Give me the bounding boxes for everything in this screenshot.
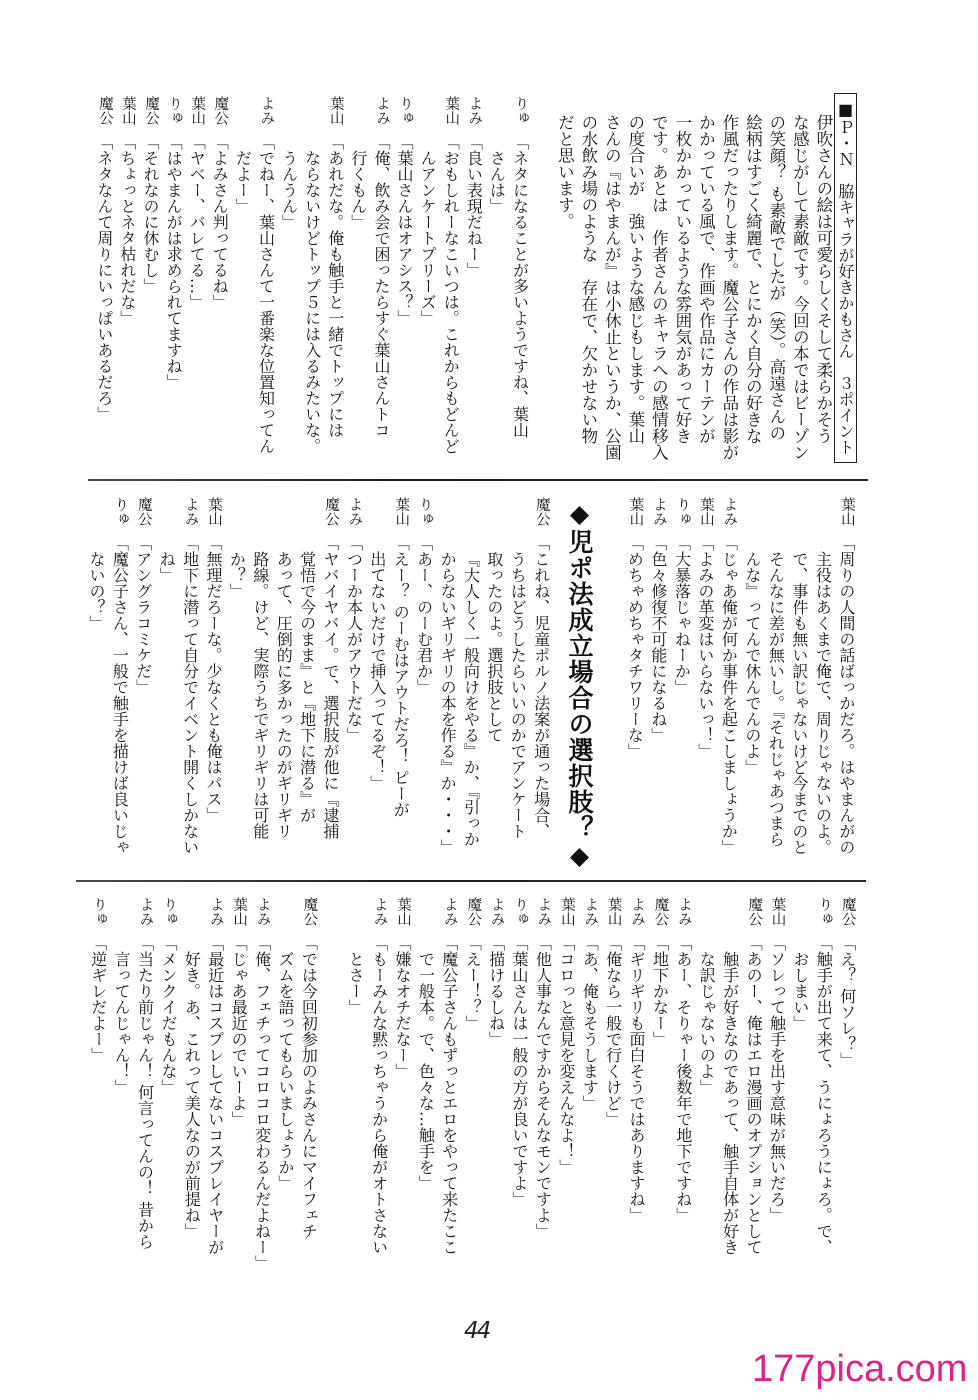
dialogue-text: 「魔公子さん、一般で触手を描けば良いじゃ ないの？」 (86, 535, 130, 855)
speaker-label: りゅ (90, 897, 107, 926)
dialogue-entry (671, 897, 694, 1275)
section-heading (565, 499, 593, 874)
dialogue-text: 「地下に潜って自分でイベント開くしかない ね」 (157, 535, 200, 855)
dialogue-entry (93, 96, 116, 472)
dialogue-text: 「じゃあ最近のでいーよ」 (229, 935, 249, 1127)
dialogue-text: 「おもしれーなこいつは。これからもどんど んアンケートプリーズ」 (418, 134, 461, 454)
speaker-label: よみ (466, 96, 483, 125)
dialogue-entry (412, 497, 435, 873)
dialogue-text: 「アングラコミケだ」 (133, 535, 153, 695)
speaker-label: よみ (441, 897, 458, 926)
speaker-label: よみ (254, 897, 271, 926)
speaker-label: 葉山 (189, 96, 206, 125)
dialogue-text: 「葉山さんはオアシス？」 (395, 134, 415, 326)
dialogue-entry (765, 897, 788, 1275)
dialogue-entry (554, 897, 577, 1275)
speaker-label: 葉山 (769, 897, 786, 926)
dialogue-text: 「あー、そりゃー後数年で地下ですね」 (673, 935, 693, 1223)
section-divider (76, 880, 866, 882)
dialogue-entry (485, 96, 531, 472)
dialogue-entry (670, 497, 694, 873)
dialogue-entry (250, 897, 273, 1275)
dialogue-entry (391, 897, 414, 1275)
dialogue-text: 「あー、のーむ君か」 (414, 535, 434, 695)
dialogue-text: 「周りの人間の話ばっかだろ。はやまんがの 主役はあくまで俺で、周りじゃないのよ。 で、事件も無い訳じゃないけど今までのと そんなに差が無いし。『それじゃあつまら んな』ってんで休んでんのよ」 (742, 535, 856, 855)
dialogue-text: 「葉山さんは一般の方が良いですよ」 (510, 935, 530, 1207)
speaker-label: よみ (535, 897, 552, 926)
dialogue-entry (462, 96, 485, 472)
speaker-label: 魔公 (746, 897, 763, 926)
dialogue-entry (484, 897, 507, 1275)
dialogue-entry (416, 96, 462, 472)
speaker-label: 魔公 (323, 497, 340, 526)
dialogue-text: 「コロっと意見を変えんなよ！」 (556, 935, 576, 1175)
speaker-label: 魔公 (839, 897, 856, 926)
dialogue-entry (788, 897, 835, 1275)
dialogue-text: 「はやまんがは求められてますね」 (164, 134, 184, 390)
dialogue-text: 「当たり前じゃん！ 何言ってんの！ 昔から 言ってんじゃん！」 (112, 935, 155, 1250)
dialogue-text: 「えー？ のーむはアウトだろ！ ピーが 出てないだけで挿入ってるぞ！」 (367, 535, 411, 818)
dialogue-text: 「ギリギリも面白そうではありますね」 (627, 935, 647, 1223)
dialogue-entry (695, 897, 765, 1275)
dialogue-entry (508, 897, 531, 1275)
speaker-label: 魔公 (96, 96, 113, 125)
dialogue-entry (835, 897, 858, 1275)
letter-header: Ｐ・Ｎ 脇キャラが好きかもさん ３ポイント (836, 119, 855, 455)
dialogue-entry (85, 497, 132, 873)
speaker-label: 葉山 (838, 497, 855, 526)
dialogue-text: 「それなのに休むし」 (141, 134, 160, 294)
dialogue-text: 「ヤバイヤバイ。で、選択肢が他に『逮捕 覚悟で今のまま』と『地下に潜る』が あって、圧倒的に多かったのがギリギリ 路線。けど、実際うちでギリギリは可能 か？」 (227, 535, 341, 839)
dialogue-entry (623, 497, 647, 873)
dialogue-entry (231, 96, 277, 472)
dialogue-text: 「魔公子さんもずっとエロをやって来たここ で一般本。で、色々な…触手を」 (416, 935, 459, 1255)
speaker-label: 葉山 (393, 497, 410, 526)
speaker-label: 魔公 (533, 497, 550, 526)
dialogue-list (93, 96, 532, 472)
dialogue-entry (740, 497, 858, 873)
dialogue-text: 「ネタなんて周りにいっぱいあるだろ」 (94, 134, 114, 422)
dialogue-entry (277, 96, 346, 472)
dialogue-list (85, 497, 553, 873)
dialogue-entry (227, 897, 250, 1275)
speaker-label: よみ (207, 897, 224, 926)
speaker-label: りゅ (416, 497, 433, 526)
dialogue-entry (693, 497, 717, 873)
speaker-label: よみ (137, 897, 154, 926)
dialogue-text: 「俺、飲み会で困ったらすぐ葉山さんトコ 行くもん」 (348, 134, 391, 438)
dialogue-entry (86, 897, 109, 1275)
speaker-label: りゅ (512, 96, 529, 125)
section-divider (88, 479, 868, 481)
letter-body: 伊吹さんの絵は可愛らしくそして柔らかそう な感じがして素敵です。今回の本ではビーゾン の笑顔？ も素敵でしたが（笑）。高遠さんの 絵柄はすごく綺麗で、とにかく自分の好きな 作風だったりします。魔公子さんの作品は影が かかっている風で、作画や作品にカーテンが 一枚かかっているような雰囲気があって好き です。あとは 作者さんのキャラへの感情移入 の度合いが 強いような感じもします。葉山 さんの『はやまんが』は小休止というか、公園 の水飲み場のような 存在で、欠かせない物 だと思います。 (555, 114, 833, 461)
dialogue-text: 「大暴落じゃねーか」 (672, 535, 692, 695)
speaker-label: 葉山 (327, 96, 344, 125)
dialogue-entry (365, 497, 412, 873)
dialogue-entry (157, 897, 180, 1275)
speaker-label: よみ (258, 96, 275, 125)
speaker-label: りゅ (674, 497, 691, 526)
dialogue-list (344, 897, 859, 1275)
speaker-label: 魔公 (143, 96, 159, 125)
speaker-label: 魔公 (135, 497, 152, 526)
dialogue-entry (601, 897, 624, 1275)
dialogue-entry (162, 96, 185, 472)
speaker-label: 葉山 (605, 897, 622, 926)
speaker-label: 魔公 (465, 897, 482, 926)
speaker-label: りゅ (512, 897, 529, 926)
dialogue-text: 「メンクイだもんな」 (158, 935, 178, 1095)
speaker-label: 葉山 (558, 897, 575, 926)
dialogue-text: 「無理だろーな。少なくとも俺はパス」 (204, 535, 224, 823)
dialogue-column-top (93, 96, 532, 472)
speaker-label: よみ (721, 497, 738, 526)
speaker-label: よみ (371, 897, 388, 926)
dialogue-entry (717, 497, 741, 873)
dialogue-text: 「めちゃめちゃタチワリーな」 (625, 535, 645, 759)
dialogue-text: 「あのー、俺はエロ漫画のオプションとして 触手が好きなのであって、触手自体が好き な訳じゃないのよ」 (697, 935, 764, 1255)
dialogue-text: 「ソレって触手を出す意味が無いだろ」 (767, 935, 787, 1223)
dialogue-entry (625, 897, 648, 1275)
dialogue-entry (185, 96, 208, 472)
dialogue-text: 「あれだな。俺も触手と一緒でトップには ならないけどトップ５には入るみたいな。 うんうん」 (279, 134, 345, 454)
speaker-label: 葉山 (443, 96, 460, 125)
speaker-label: よみ (650, 497, 667, 526)
dialogue-entry (414, 897, 461, 1275)
dialogue-text: 「地下かなー」 (650, 935, 670, 1047)
dialogue-column-middle-right (623, 497, 858, 873)
speaker-label: よみ (675, 897, 692, 926)
dialogue-text: 「ちょっとネタ枯れだな」 (117, 134, 137, 326)
speaker-label: 魔公 (301, 897, 318, 926)
speaker-label: 葉山 (697, 497, 714, 526)
dialogue-text: 「これね、児童ポルノ法案が通った場合、 うちはどうしたらいいのかでアンケート 取ったのよ。選択肢として 『大人しく一般向けをやる』か、『引っか からないギリギリの本を作る』か・・・」 (438, 535, 551, 855)
speaker-label: りゅ (816, 897, 833, 926)
dialogue-text: 「よみの革変はいらないっ！」 (695, 535, 715, 759)
dialogue-entry (225, 497, 342, 873)
dialogue-entry (531, 897, 554, 1275)
dialogue-column-middle-left (85, 497, 553, 873)
dialogue-entry (648, 897, 671, 1275)
dialogue-list (86, 897, 320, 1275)
dialogue-text: 「じゃあ俺が何か事件を起こしましょうか」 (719, 535, 739, 855)
dialogue-entry (578, 897, 601, 1275)
letter-header-box (834, 93, 857, 463)
dialogue-entry (461, 897, 484, 1275)
speaker-label: よみ (488, 897, 505, 926)
dialogue-text: 「色々修復不可能になるね」 (648, 535, 668, 743)
dialogue-entry (342, 497, 365, 873)
dialogue-text: 「俺、フェチってコロコロ変わるんだよねー」 (252, 935, 272, 1271)
dialogue-entry (344, 897, 391, 1275)
dialogue-text: 「逆ギレだよー」 (88, 935, 108, 1063)
speaker-label: りゅ (160, 897, 177, 926)
dialogue-entry (393, 96, 416, 472)
dialogue-text: 「では今回初参加のよみさんにマイフェチ ズムを語ってもらいましょうか」 (275, 935, 319, 1239)
dialogue-entry (347, 96, 393, 472)
dialogue-text: 「触手が出て来て、うにょろうにょろ。で、 おしまい」 (790, 935, 834, 1255)
dialogue-text: 「最近はコスプレしてないコスプレイヤーが 好き。あ、これって美人なのが前提ね」 (182, 935, 225, 1255)
black-square-icon: ■ (836, 100, 855, 119)
page-number: 44 (464, 1318, 490, 1344)
dialogue-text: 「よみさん判ってるね」 (210, 134, 230, 310)
diamond-icon: ◆ (565, 841, 594, 871)
speaker-label: 魔公 (652, 897, 669, 926)
watermark: 177pica.com (752, 1348, 968, 1390)
topic-break-spacer (320, 897, 343, 1275)
dialogue-entry (202, 497, 225, 873)
dialogue-entry (116, 96, 139, 472)
dialogue-text: 「嫌なオチだなー」 (392, 935, 412, 1079)
dialogue-column-bottom (86, 897, 858, 1275)
dialogue-entry (180, 897, 227, 1275)
dialogue-text: 「他人事なんですからそんなモンですよ」 (533, 935, 553, 1239)
dialogue-text: 「ヤベー、バレてる…」 (187, 134, 207, 310)
dialogue-text: 「えー！？」 (463, 935, 483, 1031)
speaker-label: よみ (582, 897, 599, 926)
dialogue-entry (646, 497, 670, 873)
diamond-icon: ◆ (565, 499, 594, 529)
dialogue-text: 「あ、俺もそうします」 (580, 935, 600, 1111)
dialogue-text: 「でねー、葉山さんて一番楽な位置知ってん だよー」 (233, 134, 276, 454)
speaker-label: よみ (629, 897, 646, 926)
section-heading-text: 児ポ法成立場合の選択肢？ (565, 529, 594, 841)
dialogue-text: 「もーみんな黙っちゃうから俺がオトさない とさー」 (346, 935, 389, 1255)
dialogue-list (623, 497, 858, 873)
speaker-label: 魔公 (212, 96, 229, 125)
dialogue-text: 「描けるしね」 (486, 935, 506, 1047)
dialogue-entry (208, 96, 231, 472)
dialogue-text: 「良い表現だねー」 (464, 134, 484, 278)
dialogue-text: 「え？ 何ソレ？」 (837, 935, 857, 1069)
dialogue-entry (436, 497, 553, 873)
dialogue-entry (110, 897, 157, 1275)
dialogue-text: 「俺なら一般で行くけど」 (603, 935, 623, 1127)
speaker-label: りゅ (112, 497, 129, 526)
speaker-label: よみ (373, 96, 390, 125)
speaker-label: 葉山 (394, 897, 411, 926)
speaker-label: 葉山 (231, 897, 248, 926)
dialogue-text: 「ネタになることが多いようですね、葉山 さんは」 (487, 134, 530, 438)
speaker-label: 葉山 (627, 497, 644, 526)
dialogue-entry (131, 497, 154, 873)
dialogue-entry (139, 96, 162, 472)
dialogue-text: 「つーか本人がアウトだな」 (344, 535, 364, 743)
speaker-label: 葉山 (206, 497, 223, 526)
speaker-label: りゅ (166, 96, 183, 125)
speaker-label: よみ (346, 497, 363, 526)
speaker-label: よみ (182, 497, 199, 526)
dialogue-entry (155, 497, 202, 873)
speaker-label: 葉山 (119, 96, 136, 125)
dialogue-entry (274, 897, 321, 1275)
speaker-label: りゅ (397, 96, 414, 125)
